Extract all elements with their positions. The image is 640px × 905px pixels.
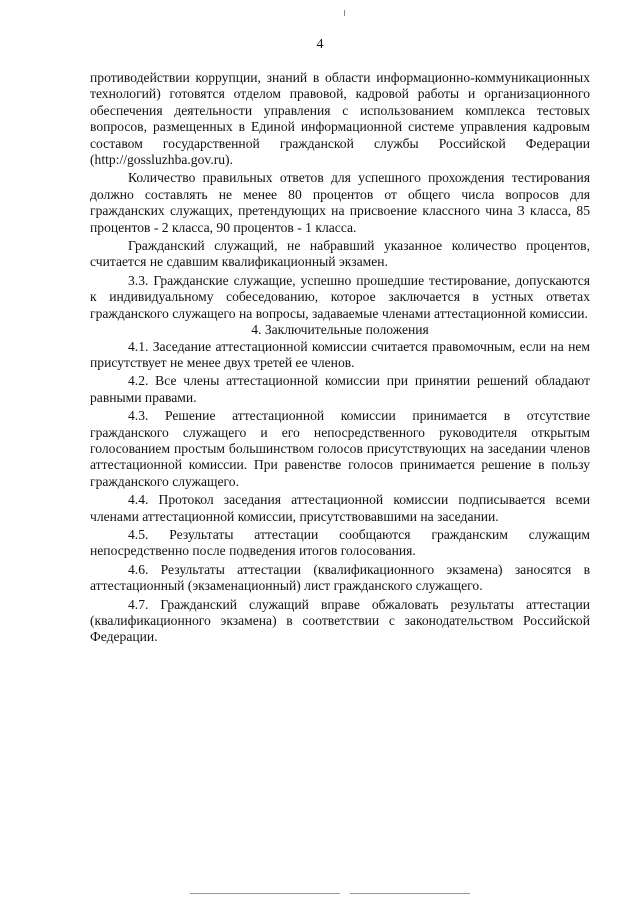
item-4-7: 4.7. Гражданский служащий вправе обжаловать результаты аттестации (квалификационного экзамена) в соответствии с законодательством Российской Федерации. — [90, 596, 590, 645]
document-body — [90, 70, 590, 646]
item-4-6: 4.6. Результаты аттестации (квалификационного экзамена) заносятся в аттестационный (экзаменационный) лист гражданского служащего. — [90, 561, 590, 594]
paragraph-3-3: 3.3. Гражданские служащие, успешно прошедшие тестирование, допускаются к индивидуальному собеседованию, которое заключается в устных ответах гражданского служащего на вопросы, задаваемые членами аттестационной комиссии. — [90, 272, 590, 321]
item-4-2: 4.2. Все члены аттестационной комиссии при принятии решений обладают равными правами. — [90, 373, 590, 405]
paragraph-continuation: противодействии коррупции, знаний в области информационно-коммуникационных технологий) готовятся отделом правовой, кадровой работы и организационного обеспечения деятельности управления с использованием комплекса тестовых вопросов, размещенных в Единой информационной системе управления кадровым составом государственной гражданской службы Российской Федерации (http://gossluzhba.gov.ru). — [90, 70, 590, 168]
page-number: 4 — [316, 37, 324, 52]
paragraph-correct-answers: Количество правильных ответов для успешного прохождения тестирования должно составлять не менее 80 процентов от общего числа вопросов для гражданских служащих, претендующих на присвоение классного чина 3 класса, 85 процентов - 2 класса, 90 процентов - 1 класса. — [90, 170, 590, 235]
footer-line-left — [190, 893, 340, 894]
footer-line-right — [350, 893, 470, 894]
section-title: 4. Заключительные положения — [251, 322, 429, 338]
item-4-1: 4.1. Заседание аттестационной комиссии считается правомочным, если на нем присутствует не менее двух третей ее членов. — [90, 338, 590, 370]
paragraph-failed-exam: Гражданский служащий, не набравший указанное количество процентов, считается не сдавшим квалификационный экзамен. — [90, 238, 590, 270]
item-4-4: 4.4. Протокол заседания аттестационной комиссии подписывается всеми членами аттестационной комиссии, присутствовавшими на заседании. — [90, 492, 590, 524]
scan-mark — [344, 10, 345, 16]
item-4-5: 4.5. Результаты аттестации сообщаются гражданским служащим непосредственно после подведения итогов голосования. — [90, 526, 590, 559]
item-4-3: 4.3. Решение аттестационной комиссии принимается в отсутствие гражданского служащего и его непосредственного руководителя открытым голосованием простым большинством голосов присутствующих на заседании членов аттестационной комиссии. При равенстве голосов принимается решение в пользу гражданского служащего. — [90, 408, 590, 489]
